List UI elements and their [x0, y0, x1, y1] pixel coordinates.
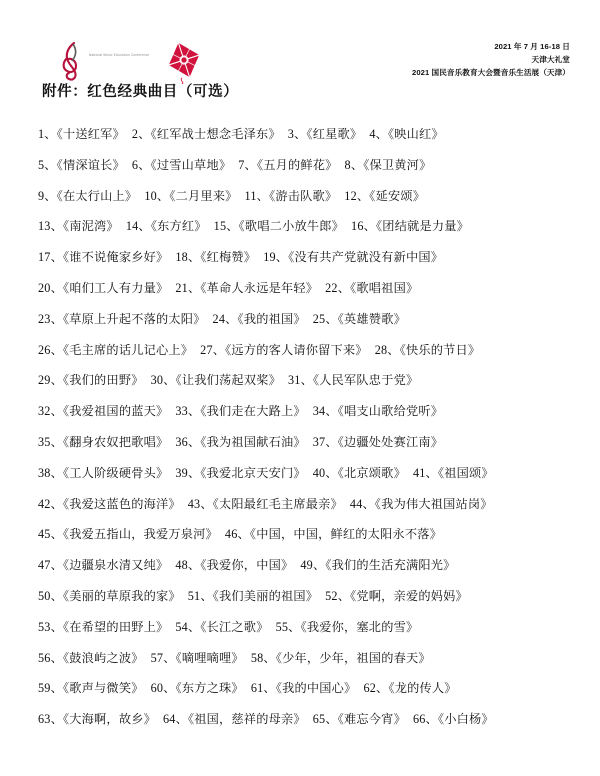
song-number: 2、 — [131, 127, 151, 141]
song-title: 《十送红军》 — [56, 127, 125, 141]
song-entry — [144, 189, 237, 203]
song-line — [38, 150, 570, 181]
song-title: 《边疆泉水清又纯》 — [62, 558, 169, 573]
song-number: 52、 — [325, 588, 351, 603]
song-title: 《草原上升起不落的太阳》 — [62, 311, 206, 326]
song-entry — [413, 466, 494, 480]
song-entry — [38, 681, 144, 695]
song-entry — [38, 435, 168, 449]
song-number: 64、 — [162, 712, 188, 727]
song-number: 56、 — [38, 650, 63, 665]
song-entry — [151, 373, 281, 387]
song-number: 65、 — [312, 712, 338, 727]
song-list — [0, 119, 600, 735]
song-number: 46、 — [224, 527, 250, 542]
song-line — [38, 396, 570, 427]
song-number: 48、 — [175, 558, 201, 573]
song-entry — [175, 620, 268, 634]
song-title: 《团结就是力量》 — [376, 219, 470, 234]
song-entry — [344, 189, 425, 203]
song-number: 31、 — [287, 373, 313, 388]
song-number: 33、 — [175, 404, 201, 419]
song-number: 43、 — [187, 496, 213, 511]
song-entry — [38, 651, 144, 665]
song-number: 26、 — [38, 342, 63, 357]
song-number: 9、 — [38, 188, 57, 203]
song-title: 《我爱祖国的蓝天》 — [62, 404, 169, 419]
song-entry — [351, 219, 469, 233]
song-entry — [38, 712, 156, 726]
song-title: 《红星歌》 — [306, 127, 363, 141]
song-number: 8、 — [344, 157, 364, 172]
song-number: 54、 — [175, 619, 201, 634]
page-title: 附件：红色经典曲目（可选） — [42, 84, 239, 100]
song-entry — [38, 219, 119, 233]
song-title: 《南泥湾》 — [62, 219, 119, 234]
song-number: 40、 — [312, 465, 338, 480]
event-venue: 天津大礼堂 — [531, 55, 570, 64]
song-entry — [151, 651, 244, 665]
song-entry — [126, 219, 207, 233]
song-line — [38, 519, 570, 550]
song-title: 《我们的田野》 — [62, 373, 144, 388]
song-entry — [38, 250, 168, 264]
song-title: 《边疆处处赛江南》 — [337, 434, 444, 449]
song-title: 《革命人永远是年轻》 — [200, 280, 319, 295]
song-title: 《北京颂歌》 — [337, 465, 406, 480]
song-number: 38、 — [38, 465, 63, 480]
song-title: 《翻身农奴把歌唱》 — [62, 434, 169, 449]
song-number: 36、 — [175, 434, 201, 449]
song-number: 60、 — [150, 681, 176, 696]
song-number: 22、 — [325, 280, 351, 295]
song-number: 51、 — [187, 588, 213, 603]
song-title: 《快乐的节日》 — [399, 342, 481, 357]
song-number: 7、 — [238, 157, 257, 172]
song-line — [38, 211, 570, 242]
song-entry — [350, 497, 493, 511]
song-entry — [38, 620, 168, 634]
song-title: 《我的祖国》 — [237, 311, 306, 326]
song-line — [38, 550, 570, 581]
national-music-education-conference-logo — [60, 41, 149, 81]
song-number: 19、 — [263, 250, 289, 265]
song-entry — [175, 466, 305, 480]
song-title: 《过雪山草地》 — [150, 157, 232, 172]
song-entry — [225, 527, 442, 541]
song-entry — [132, 158, 231, 172]
song-entry — [175, 281, 318, 295]
song-number: 50、 — [38, 588, 63, 603]
song-number: 20、 — [38, 280, 63, 295]
song-number: 42、 — [38, 496, 63, 511]
song-number: 5、 — [38, 157, 57, 172]
song-line — [38, 304, 570, 335]
song-title: 《在希望的田野上》 — [62, 619, 169, 634]
song-line — [38, 643, 570, 674]
song-entry — [38, 404, 168, 418]
song-number: 27、 — [200, 342, 226, 357]
song-number: 47、 — [38, 558, 63, 573]
song-entry — [313, 712, 406, 726]
song-number: 34、 — [312, 404, 338, 419]
song-title: 《延安颂》 — [369, 188, 426, 203]
song-title: 《歌声与微笑》 — [62, 681, 144, 696]
song-title: 《大海啊，故乡》 — [62, 712, 156, 727]
song-line — [38, 335, 570, 366]
song-entry — [175, 404, 305, 418]
song-title: 《我爱你，塞北的雪》 — [300, 619, 419, 634]
song-number: 55、 — [275, 619, 301, 634]
song-entry — [38, 281, 168, 295]
song-line — [38, 427, 570, 458]
song-line — [38, 581, 570, 612]
song-entry — [38, 158, 125, 172]
song-number: 57、 — [150, 650, 176, 665]
song-line — [38, 704, 570, 735]
song-entry — [313, 435, 443, 449]
song-title: 《东方红》 — [150, 219, 207, 234]
song-title: 《美丽的草原我的家》 — [62, 588, 181, 603]
song-number: 23、 — [38, 311, 63, 326]
song-title: 《我爱你，中国》 — [200, 558, 294, 573]
song-title: 《祖国，慈祥的母亲》 — [187, 712, 306, 727]
song-number: 18、 — [175, 250, 201, 265]
event-date: 2021 年 7 月 16-18 日 — [494, 42, 570, 51]
song-entry — [369, 127, 444, 141]
song-entry — [175, 250, 256, 264]
song-number: 61、 — [250, 681, 276, 696]
song-line — [38, 489, 570, 520]
song-entry — [213, 312, 306, 326]
song-title: 《在太行山上》 — [56, 188, 138, 203]
song-entry — [288, 127, 363, 141]
song-number: 21、 — [175, 280, 201, 295]
song-title: 《咱们工人有力量》 — [62, 280, 169, 295]
song-line — [38, 458, 570, 489]
song-number: 59、 — [38, 681, 63, 696]
song-title: 《小白杨》 — [437, 712, 494, 727]
song-entry — [214, 219, 344, 233]
song-title: 《红军战士想念毛泽东》 — [150, 127, 281, 141]
song-title: 《我爱北京天安门》 — [200, 465, 306, 480]
song-line — [38, 119, 570, 150]
song-title: 《二月里来》 — [169, 188, 238, 203]
song-entry — [345, 158, 432, 172]
song-title: 《情深谊长》 — [56, 157, 125, 172]
song-number: 30、 — [150, 373, 176, 388]
song-title: 《五月的鲜花》 — [256, 157, 338, 172]
song-number: 25、 — [312, 311, 338, 326]
song-entry — [38, 589, 181, 603]
song-line — [38, 612, 570, 643]
song-title: 《远方的客人请你留下来》 — [225, 342, 368, 357]
song-title: 《龙的传人》 — [388, 681, 457, 696]
song-title: 《让我们荡起双桨》 — [175, 373, 281, 388]
logo-wordmark: National Music Education Conference — [89, 53, 150, 57]
song-entry — [313, 466, 406, 480]
song-line — [38, 365, 570, 396]
song-entry — [38, 558, 168, 572]
document-header — [0, 0, 600, 77]
song-entry — [263, 250, 443, 264]
song-number: 62、 — [363, 681, 389, 696]
song-number: 16、 — [351, 219, 377, 234]
song-entry — [325, 281, 418, 295]
treble-clef-icon — [60, 41, 86, 81]
song-entry — [38, 127, 125, 141]
kite-logo — [163, 40, 203, 82]
song-number: 32、 — [38, 404, 63, 419]
song-title: 《中国，中国，鲜红的太阳永不落》 — [249, 527, 443, 542]
song-entry — [38, 373, 144, 387]
song-number: 41、 — [412, 465, 438, 480]
song-entry — [200, 343, 368, 357]
song-title: 《我爱这蓝色的海洋》 — [62, 496, 181, 511]
logo-group — [60, 40, 203, 82]
song-entry — [238, 158, 337, 172]
song-entry — [38, 312, 206, 326]
song-line — [38, 273, 570, 304]
song-title: 《我们走在大路上》 — [200, 404, 306, 419]
song-number: 11、 — [244, 188, 270, 203]
song-entry — [375, 343, 481, 357]
song-entry — [38, 466, 168, 480]
song-number: 28、 — [374, 342, 400, 357]
song-number: 14、 — [125, 219, 151, 234]
song-entry — [38, 343, 193, 357]
song-title: 《少年，少年，祖国的春天》 — [275, 650, 431, 665]
song-entry — [313, 312, 406, 326]
song-title: 《唱支山歌给党听》 — [337, 404, 444, 419]
song-title: 《难忘今宵》 — [337, 712, 406, 727]
song-entry — [175, 435, 305, 449]
song-title: 《工人阶级硬骨头》 — [62, 465, 169, 480]
song-entry — [413, 712, 494, 726]
song-entry — [300, 558, 455, 572]
song-title: 《游击队歌》 — [269, 188, 338, 203]
song-title: 《谁不说俺家乡好》 — [62, 250, 169, 265]
song-title: 《没有共产党就没有新中国》 — [288, 250, 444, 265]
song-title: 《红梅赞》 — [200, 250, 257, 265]
song-title: 《我们美丽的祖国》 — [212, 588, 319, 603]
song-entry — [251, 651, 431, 665]
song-entry — [38, 189, 137, 203]
song-number: 15、 — [213, 219, 239, 234]
song-number: 1、 — [38, 127, 57, 141]
song-number: 66、 — [412, 712, 438, 727]
song-title: 《鼓浪屿之波》 — [62, 650, 144, 665]
song-title: 《我爱五指山，我爱万泉河》 — [62, 527, 218, 542]
song-entry — [38, 527, 218, 541]
song-entry — [38, 497, 181, 511]
song-entry — [276, 620, 419, 634]
song-title: 《祖国颂》 — [437, 465, 494, 480]
song-title: 《我为伟大祖国站岗》 — [374, 496, 493, 511]
song-number: 24、 — [212, 311, 238, 326]
song-number: 37、 — [312, 434, 338, 449]
song-title: 《保卫黄河》 — [363, 157, 432, 172]
song-entry — [245, 189, 338, 203]
song-title: 《太阳最红毛主席最亲》 — [212, 496, 343, 511]
song-entry — [363, 681, 456, 695]
song-title: 《毛主席的话儿记心上》 — [62, 342, 194, 357]
song-entry — [188, 589, 318, 603]
song-title: 《英雄赞歌》 — [337, 311, 406, 326]
song-title: 《长江之歌》 — [200, 619, 269, 634]
song-number: 35、 — [38, 434, 63, 449]
song-number: 13、 — [38, 219, 63, 234]
song-entry — [288, 373, 418, 387]
song-number: 4、 — [369, 127, 388, 141]
song-title: 《歌唱祖国》 — [350, 280, 419, 295]
song-entry — [325, 589, 468, 603]
song-entry — [163, 712, 306, 726]
song-title: 《映山红》 — [388, 127, 444, 141]
song-line — [38, 181, 570, 212]
song-entry — [132, 127, 281, 141]
song-number: 63、 — [38, 712, 63, 727]
song-number: 39、 — [175, 465, 201, 480]
song-number: 10、 — [144, 188, 170, 203]
song-title: 《我为祖国献石油》 — [200, 434, 306, 449]
song-title: 《歌唱二小放牛郎》 — [238, 219, 345, 234]
song-entry — [313, 404, 443, 418]
event-name: 2021 国民音乐教育大会暨音乐生活展（天津） — [412, 68, 570, 77]
song-number: 17、 — [38, 250, 63, 265]
song-number: 12、 — [344, 188, 370, 203]
song-entry — [188, 497, 343, 511]
song-title: 《我们的生活充满阳光》 — [325, 558, 456, 573]
song-title: 《我的中国心》 — [275, 681, 357, 696]
song-title: 《东方之珠》 — [175, 681, 244, 696]
song-number: 49、 — [300, 558, 326, 573]
song-number: 44、 — [349, 496, 375, 511]
event-info — [412, 38, 570, 79]
song-title: 《嘀哩嘀哩》 — [175, 650, 244, 665]
song-number: 29、 — [38, 373, 63, 388]
song-number: 53、 — [38, 619, 63, 634]
song-entry — [251, 681, 357, 695]
song-entry — [151, 681, 244, 695]
song-line — [38, 673, 570, 704]
song-entry — [175, 558, 293, 572]
song-title: 《党啊，亲爱的妈妈》 — [350, 588, 468, 603]
song-number: 45、 — [38, 527, 63, 542]
song-number: 3、 — [287, 127, 307, 141]
song-line — [38, 242, 570, 273]
song-number: 6、 — [131, 157, 151, 172]
song-number: 58、 — [250, 650, 276, 665]
song-title: 《人民军队忠于党》 — [312, 373, 419, 388]
